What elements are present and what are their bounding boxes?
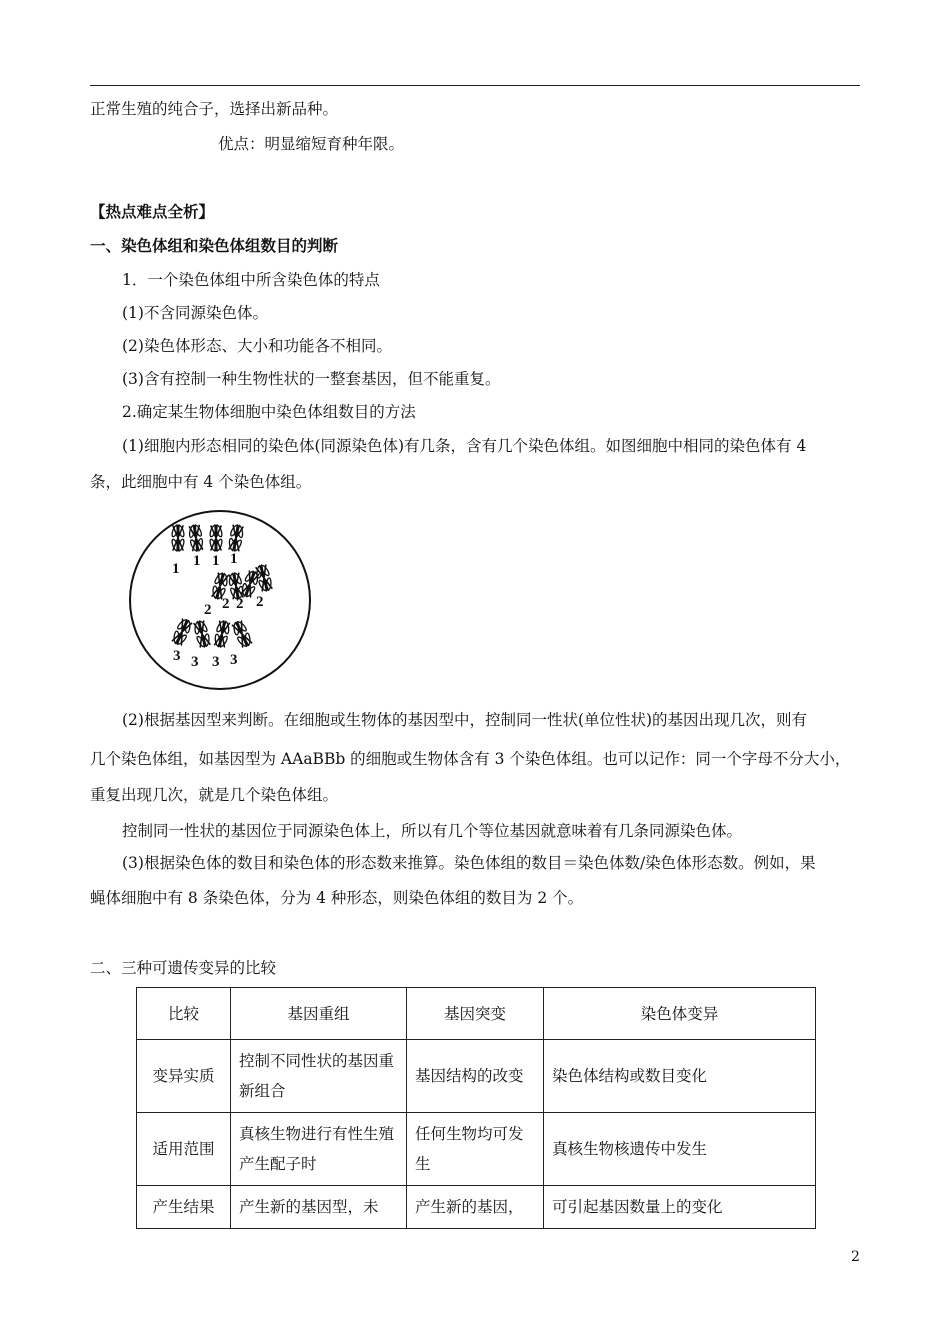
table-row — [137, 1040, 816, 1113]
table-header-cell: 染色体变异 — [544, 988, 816, 1040]
table-cell: 产生新的基因型，未 — [231, 1186, 407, 1229]
header-rule — [90, 85, 860, 86]
chromosome — [170, 617, 194, 647]
table-header-cell: 比较 — [137, 988, 231, 1040]
chromosome-label: 2 — [222, 596, 230, 612]
section-heading: 一、染色体组和染色体组数目的判断 — [90, 236, 339, 255]
chromosome — [212, 619, 231, 648]
text-line: (2)根据基因型来判断。在细胞或生物体的基因型中，控制同一性状(单位性状)的基因出现几次，则有 — [122, 711, 808, 729]
chromosome-label: 2 — [256, 594, 264, 610]
table-cell: 产生新的基因， — [407, 1186, 544, 1229]
table-cell: 产生结果 — [137, 1186, 231, 1229]
chromosome — [227, 524, 246, 553]
section-heading: 二、三种可遗传变异的比较 — [90, 959, 277, 977]
table-cell: 基因结构的改变 — [407, 1040, 544, 1113]
text-line: 蝇体细胞中有 8 条染色体，分为 4 种形态，则染色体组的数目为 2 个。 — [90, 889, 584, 907]
cell-membrane — [130, 511, 310, 689]
table-cell: 适用范围 — [137, 1113, 231, 1186]
page-number: 2 — [851, 1249, 860, 1265]
chromosome-label: 1 — [172, 561, 180, 577]
chromosome-label: 1 — [212, 553, 220, 569]
text-line: 优点：明显缩短育种年限。 — [218, 135, 405, 153]
chromosome — [187, 524, 205, 553]
text-line: (1)细胞内形态相同的染色体(同源染色体)有几条，含有几个染色体组。如图细胞中相同的染色体有 4 — [122, 437, 807, 455]
table-row — [137, 1186, 816, 1229]
text-line: 控制同一性状的基因位于同源染色体上，所以有几个等位基因就意味着有几条同源染色体。 — [122, 822, 743, 840]
text-line: 重复出现几次，就是几个染色体组。 — [90, 786, 339, 804]
table-cell: 控制不同性状的基因重新组合 — [231, 1040, 407, 1113]
chromosome — [192, 619, 213, 649]
table-cell: 染色体结构或数目变化 — [544, 1040, 816, 1113]
variation-comparison-table — [136, 987, 816, 1229]
table-cell: 可引起基因数量上的变化 — [544, 1186, 816, 1229]
chromosome-label: 3 — [191, 654, 199, 670]
analysis-heading: 【热点难点全析】 — [90, 202, 215, 221]
chromosome-label: 3 — [230, 652, 238, 668]
table-row — [137, 1113, 816, 1186]
text-line: (2)染色体形态、大小和功能各不相同。 — [122, 337, 392, 355]
chromosome-label: 3 — [173, 648, 181, 664]
chromosome — [209, 525, 223, 552]
text-line: (3)根据染色体的数目和染色体的形态数来推算。染色体组的数目＝染色体数/染色体形态数。例如，果 — [122, 854, 816, 872]
table-header-row — [137, 988, 816, 1040]
table-cell: 变异实质 — [137, 1040, 231, 1113]
table-cell: 真核生物进行有性生殖产生配子时 — [231, 1113, 407, 1186]
table-header-cell: 基因重组 — [231, 988, 407, 1040]
chromosome — [171, 525, 185, 552]
chromosome-label: 2 — [204, 602, 212, 618]
chromosome — [230, 619, 254, 649]
text-line: 几个染色体组，如基因型为 AAaBBb 的细胞或生物体含有 3 个染色体组。也可以记作：同一个字母不分大小， — [90, 750, 851, 768]
text-line: 条，此细胞中有 4 个染色体组。 — [90, 473, 312, 491]
text-line: 正常生殖的纯合子，选择出新品种。 — [90, 100, 339, 118]
chromosome-label: 1 — [193, 553, 201, 569]
chromosome-label: 1 — [230, 551, 238, 567]
chromosome-label: 2 — [236, 596, 244, 612]
text-line: (1)不含同源染色体。 — [122, 304, 268, 322]
chromosome-label: 3 — [212, 654, 220, 670]
table-header-cell: 基因突变 — [407, 988, 544, 1040]
table-cell: 任何生物均可发生 — [407, 1113, 544, 1186]
chromosome-cell-figure — [128, 508, 312, 692]
table-cell: 真核生物核遗传中发生 — [544, 1113, 816, 1186]
text-line: (3)含有控制一种生物性状的一整套基因，但不能重复。 — [122, 370, 501, 388]
subheading: 1．一个染色体组中所含染色体的特点 — [122, 271, 380, 289]
subheading: 2.确定某生物体细胞中染色体组数目的方法 — [122, 403, 416, 421]
